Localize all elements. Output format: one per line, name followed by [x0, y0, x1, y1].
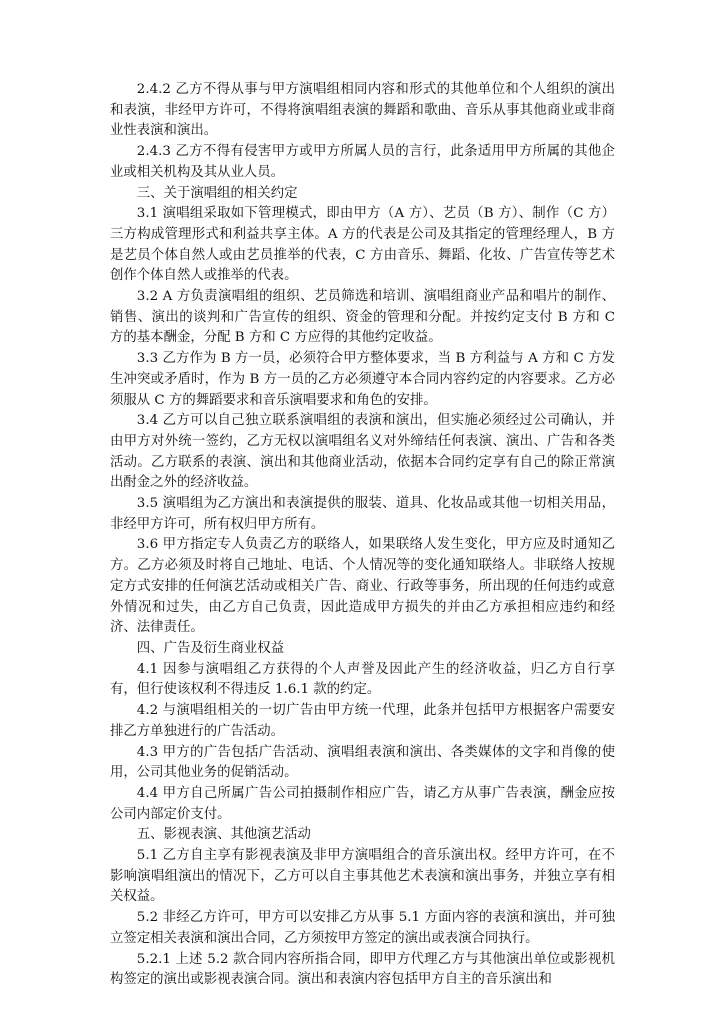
clause-4-4: 4.4 甲方自己所属广告公司拍摄制作相应广告，请乙方从事广告表演，酬金应按公司内部定价支付。 — [110, 785, 615, 822]
clause-4-3: 4.3 甲方的广告包括广告活动、演唱组表演和演出、各类媒体的文字和肖像的使用，公司其他业务的促销活动。 — [110, 744, 615, 781]
clause-3-4: 3.4 乙方可以自己独立联系演唱组的表演和演出，但实施必须经过公司确认，并由甲方对外统一签约，乙方无权以演唱组名义对外缔结任何表演、演出、广告和各类活动。乙方联系的表演、演出和其他商业活动，依据本合同约定享有自己的除正常演出酎金之外的经济收益。 — [110, 413, 615, 491]
clause-5-2: 5.2 非经乙方许可，甲方可以安排乙方从事 5.1 方面内容的表演和演出，并可独立签定相关表演和演出合同，乙方须按甲方签定的演出或表演合同执行。 — [110, 910, 615, 946]
clause-4-1: 4.1 因参与演唱组乙方获得的个人声誉及因此产生的经济收益，归乙方自行享有，但行使该权利不得违反 1.6.1 款的约定。 — [110, 661, 615, 698]
clause-3-2: 3.2 A 方负责演唱组的组织、艺员筛选和培训、演唱组商业产品和唱片的制作、销售、演出的谈判和广告宣传的组织、资金的管理和分配。并按约定支付 B 方和 C 方的基本酬金，分配 B 方和 C 方应得的其他约定收益。 — [110, 289, 615, 346]
clause-4-2: 4.2 与演唱组相关的一切广告由甲方统一代理，此条并包括甲方根据客户需要安排乙方单独进行的广告活动。 — [110, 703, 615, 739]
clause-3-1: 3.1 演唱组采取如下管理模式，即由甲方（A 方）、艺员（B 方）、制作（C 方）三方构成管理形式和利益共享主体。A 方的代表是公司及其指定的管理经理人，B 方是艺员个体自然人或由艺员推举的代表，C 方由音乐、舞蹈、化妆、广告宣传等艺术创作个体自然人或推举的代表。 — [110, 206, 615, 284]
clause-3-6: 3.6 甲方指定专人负责乙方的联络人，如果联络人发生变化，甲方应及时通知乙方。乙方必须及时将自己地址、电话、个人情况等的变化通知联络人。非联络人按规定方式安排的任何演艺活动或相关广告、商业、行政等事务，所出现的任何违约或意外情况和过失，由乙方自己负责，因此造成甲方损失的并由乙方承担相应违约和经济、法律责任。 — [110, 537, 615, 636]
clause-5-2-1: 5.2.1 上述 5.2 款合同内容所指合同，即甲方代理乙方与其他演出单位或影视机构签定的演出或影视表演合同。演出和表演内容包括甲方自主的音乐演出和 — [110, 951, 615, 988]
section-heading-5: 五、影视表演、其他演艺活动 — [136, 827, 311, 843]
section-heading-3: 三、关于演唱组的相关约定 — [136, 185, 298, 201]
clause-2-4-3: 2.4.3 乙方不得有侵害甲方或甲方所属人员的言行，此条适用甲方所属的其他企业或相关机构及其从业人员。 — [110, 144, 615, 180]
clause-3-3: 3.3 乙方作为 B 方一员，必须符合甲方整体要求，当 B 方利益与 A 方和 C 方发生冲突或矛盾时，作为 B 方一员的乙方必须遵守本合同内容约定的内容要求。乙方必须服从 C 方的舞蹈要求和音乐演唱要求和角色的安排。 — [110, 351, 615, 408]
clause-5-1: 5.1 乙方自主享有影视表演及非甲方演唱组合的音乐演出权。经甲方许可，在不影响演唱组演出的情况下，乙方可以自主事其他艺术表演和演出事务，并独立享有相关权益。 — [110, 848, 615, 905]
document-body — [110, 80, 615, 991]
section-heading-4: 四、广告及衍生商业权益 — [136, 640, 285, 656]
clause-3-5: 3.5 演唱组为乙方演出和表演提供的服装、道具、化妆品或其他一切相关用品，非经甲方许可，所有权归甲方所有。 — [110, 496, 615, 532]
clause-2-4-2: 2.4.2 乙方不得从事与甲方演唱组相同内容和形式的其他单位和个人组织的演出和表演，非经甲方许可，不得将演唱组表演的舞蹈和歌曲、音乐从事其他商业或非商业性表演和演出。 — [110, 82, 615, 139]
